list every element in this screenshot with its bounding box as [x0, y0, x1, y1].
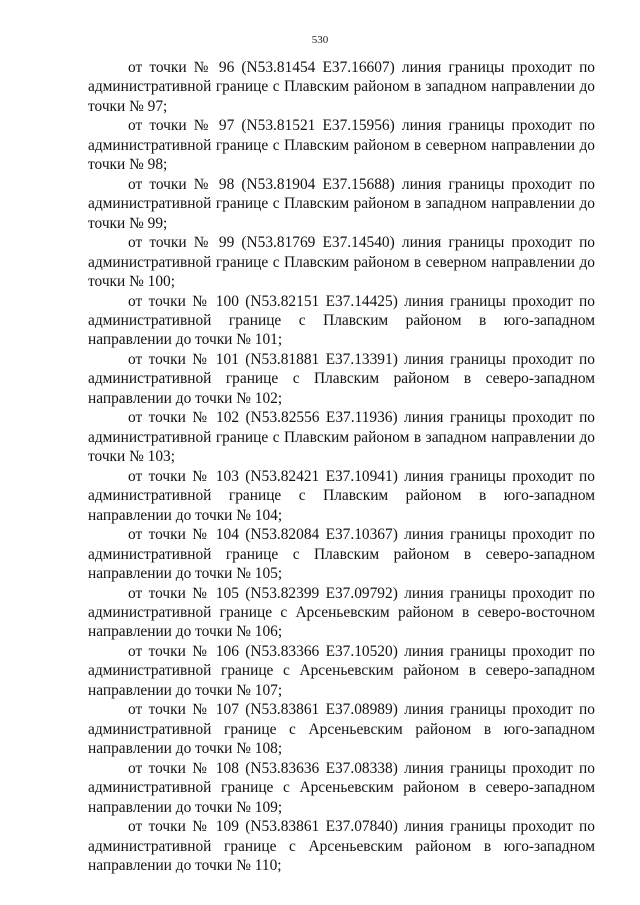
boundary-segment-paragraph: от точки № 106 (N53.83366 E37.10520) линия границы проходит по административной границе с Арсеньевским районом в северо-западном направлении до точки № 107; — [88, 643, 595, 699]
boundary-segment-paragraph: от точки № 109 (N53.83861 E37.07840) линия границы проходит по административной границе с Арсеньевским районом в юго-западном направлении до точки № 110; — [88, 818, 595, 875]
boundary-segment-paragraph: от точки № 103 (N53.82421 E37.10941) линия границы проходит по административной границе с Плавским районом в юго-западном направлении до точки № 104; — [88, 467, 595, 524]
boundary-segment-paragraph: от точки № 105 (N53.82399 E37.09792) линия границы проходит по административной границе с Арсеньевским районом в северо-восточном направлении до точки № 106; — [88, 584, 595, 641]
boundary-segment-paragraph: от точки № 96 (N53.81454 E37.16607) линия границы проходит по административной границе с Плавским районом в западном направлении до точки № 97; — [88, 59, 595, 115]
page-number: 530 — [311, 34, 329, 46]
boundary-segment-paragraph: от точки № 101 (N53.81881 E37.13391) линия границы проходит по административной границе с Плавским районом в северо-западном направлении до точки № 102; — [88, 351, 595, 407]
boundary-description — [88, 58, 595, 876]
boundary-segment-paragraph: от точки № 108 (N53.83636 E37.08338) линия границы проходит по административной границе с Арсеньевским районом в северо-западном направлении до точки № 109; — [88, 759, 595, 816]
boundary-segment-paragraph: от точки № 100 (N53.82151 E37.14425) линия границы проходит по административной границе с Плавским районом в юго-западном направлении до точки № 101; — [88, 292, 595, 349]
boundary-segment-paragraph: от точки № 97 (N53.81521 E37.15956) линия границы проходит по административной границе с Плавским районом в северном направлении до точки № 98; — [88, 117, 595, 174]
boundary-segment-paragraph: от точки № 98 (N53.81904 E37.15688) линия границы проходит по административной границе с Плавским районом в западном направлении до точки № 99; — [88, 175, 595, 232]
boundary-segment-paragraph: от точки № 99 (N53.81769 E37.14540) линия границы проходит по административной границе с Плавским районом в северном направлении до точки № 100; — [88, 234, 595, 291]
boundary-segment-paragraph: от точки № 107 (N53.83861 E37.08989) линия границы проходит по административной границе с Арсеньевским районом в юго-западном направлении до точки № 108; — [88, 701, 595, 758]
boundary-segment-paragraph: от точки № 102 (N53.82556 E37.11936) линия границы проходит по административной границе с Плавским районом в западном направлении до точки № 103; — [88, 409, 595, 466]
boundary-segment-paragraph: от точки № 104 (N53.82084 E37.10367) линия границы проходит по административной границе с Плавским районом в северо-западном направлении до точки № 105; — [88, 526, 595, 583]
